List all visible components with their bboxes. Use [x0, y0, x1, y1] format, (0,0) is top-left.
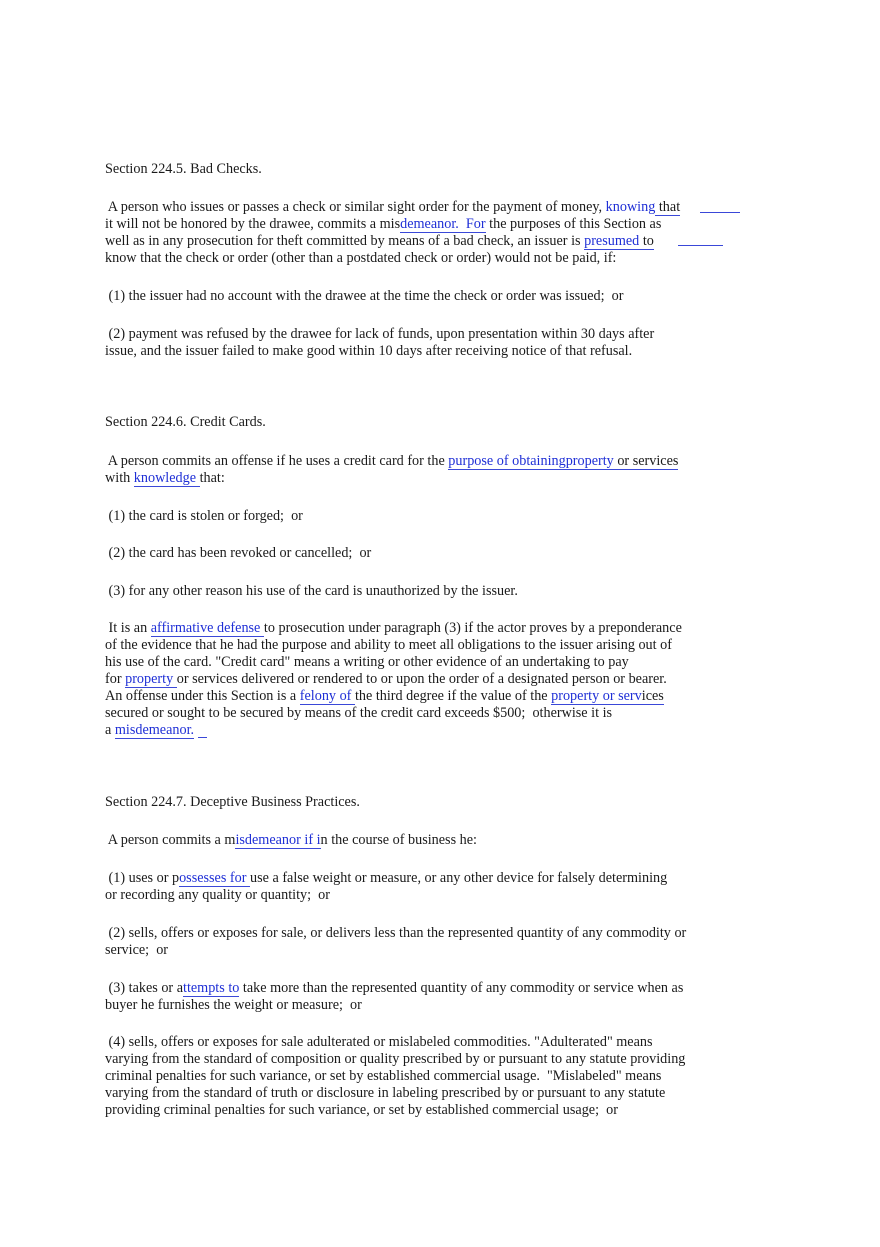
- possesses-for-link[interactable]: ossesses for: [179, 870, 251, 886]
- section-224-5-item-1: (1) the issuer had no account with the drawee at the time the check or order was issued; or: [105, 288, 624, 304]
- section-224-6-heading: Section 224.6. Credit Cards.: [105, 414, 266, 430]
- link-underline: [198, 737, 207, 738]
- section-224-7-item-1: (1) uses or possesses for use a false weight or measure, or any other device for falsely determining or recording any quality or quantity; or: [105, 870, 725, 904]
- affirmative-defense-link[interactable]: affirmative defense: [150, 620, 264, 636]
- misdemeanor-link[interactable]: demeanor. For: [400, 216, 486, 232]
- text-line: It is an affirmative defense to prosecution under paragraph (3) if the actor proves by a preponderance: [105, 620, 682, 636]
- presumed-link[interactable]: presumed: [584, 233, 640, 249]
- section-224-5-heading: Section 224.5. Bad Checks.: [105, 161, 262, 177]
- link-underline: [700, 212, 740, 213]
- text-line: A person who issues or passes a check or similar sight order for the payment of money, knowing that: [105, 199, 681, 215]
- knowledge-link[interactable]: knowledge: [133, 470, 200, 486]
- purpose-of-obtaining-property-link[interactable]: purpose of obtainingproperty: [448, 453, 614, 469]
- section-224-6-item-1: (1) the card is stolen or forged; or: [105, 508, 303, 524]
- section-224-6-intro: [105, 453, 725, 487]
- to-link[interactable]: to: [639, 233, 654, 249]
- section-224-6-item-2: (2) the card has been revoked or cancelled; or: [105, 545, 372, 561]
- text-line: for property or services delivered or rendered to or upon the order of a designated person or bearer.: [105, 671, 667, 687]
- section-224-5-intro: [105, 199, 725, 267]
- text-line: (1) uses or possesses for use a false weight or measure, or any other device for falsely determining: [105, 870, 668, 886]
- attempts-to-link[interactable]: ttempts to: [183, 980, 240, 996]
- section-224-7-item-3: (3) takes or attempts to take more than the represented quantity of any commodity or service when as buyer he furnishes the weight or measure; or: [105, 980, 725, 1014]
- section-224-7-item-2: (2) sells, offers or exposes for sale, or delivers less than the represented quantity of any commodity or service; or: [105, 925, 687, 958]
- property-or-services-link[interactable]: property or serv: [551, 688, 642, 704]
- text-line: a misdemeanor.: [105, 722, 195, 738]
- section-224-7-item-4: (4) sells, offers or exposes for sale adulterated or mislabeled commodities. "Adulterated" means varying from the standard of composition or quality prescribed by or pursuant to any statute providing criminal penalties for such variance, or set by established commercial usage. "Mislabeled" means varying from the standard of truth or disclosure in labeling prescribed by or pursuant to any statute providing criminal penalties for such variance, or set by established commercial usage; or: [105, 1034, 686, 1118]
- misdemeanor-if-link[interactable]: isdemeanor if i: [235, 832, 321, 848]
- section-224-7-intro: [105, 832, 725, 849]
- section-224-7-heading: Section 224.7. Deceptive Business Practices.: [105, 794, 360, 810]
- text-line: (3) takes or attempts to take more than the represented quantity of any commodity or service when as: [105, 980, 684, 996]
- text-line: with knowledge that:: [105, 470, 225, 486]
- text-line: well as in any prosecution for theft committed by means of a bad check, an issuer is presumed to: [105, 233, 654, 249]
- property-link[interactable]: property: [125, 671, 177, 687]
- text-line: it will not be honored by the drawee, commits a misdemeanor. For the purposes of this Section as: [105, 216, 662, 232]
- section-224-6-defense: It is an affirmative defense to prosecution under paragraph (3) if the actor proves by a preponderance of the evidence that he had the purpose and ability to meet all obligations to the issuer arising out of his use of the card. "Credit card" means a writing or other evidence of an undertaking to pay for property or services delivered or rendered to or upon the order of a designated person or bearer. An offense under this Section is a felony of the third degree if the value of the property or services secured or sought to be secured by means of the credit card exceeds $500; otherwise it is a misdemeanor.: [105, 620, 725, 739]
- knowing-link[interactable]: knowing: [605, 199, 656, 215]
- text-line: know that the check or order (other than a postdated check or order) would not be paid, if:: [105, 250, 617, 266]
- text-line: An offense under this Section is a felony of the third degree if the value of the property or services: [105, 688, 664, 704]
- section-224-5-item-2: (2) payment was refused by the drawee for lack of funds, upon presentation within 30 days after issue, and the issuer failed to make good within 10 days after receiving notice of that refusal.: [105, 326, 655, 359]
- felony-link[interactable]: felony of: [299, 688, 355, 704]
- text-line: A person commits an offense if he uses a credit card for the purpose of obtainingproperty or services: [105, 453, 679, 469]
- link-underline: [678, 245, 723, 246]
- that-link[interactable]: that: [655, 199, 681, 215]
- misdemeanor-link[interactable]: misdemeanor.: [114, 722, 195, 738]
- text-line: A person commits a misdemeanor if in the course of business he:: [105, 832, 477, 848]
- section-224-6-item-3: (3) for any other reason his use of the card is unauthorized by the issuer.: [105, 583, 518, 599]
